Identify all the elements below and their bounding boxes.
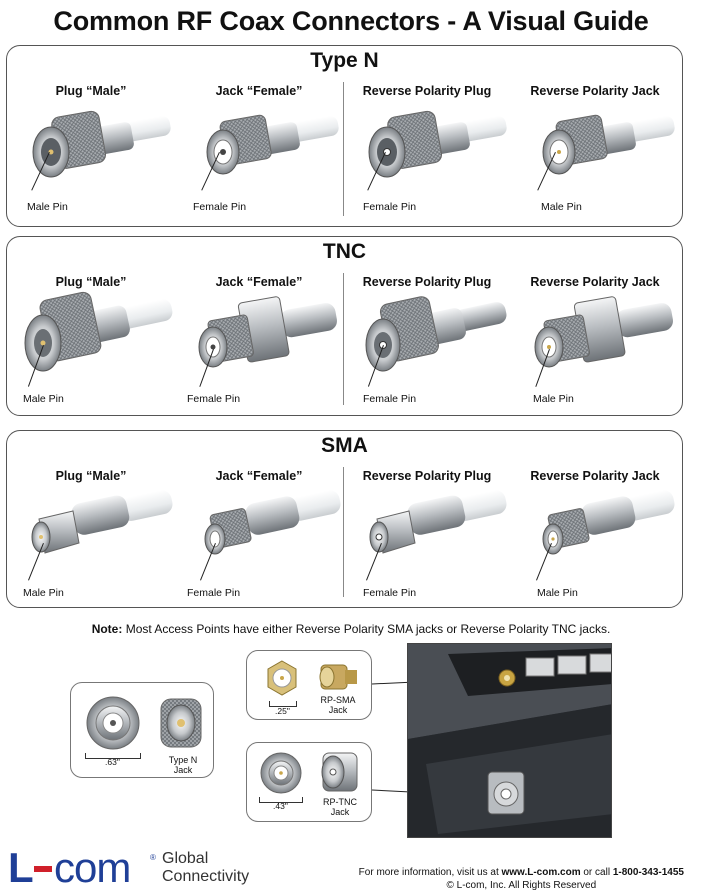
pin-label: Female Pin [187, 393, 241, 405]
connector-heading: Reverse Polarity Jack [530, 469, 660, 483]
connector-heading: Reverse Polarity Plug [362, 469, 492, 483]
svg-text:®: ® [150, 853, 156, 862]
connector-heading: Reverse Polarity Plug [362, 84, 492, 98]
connector-heading: Jack “Female” [215, 84, 303, 98]
connector-heading: Plug “Male” [55, 275, 127, 289]
connector-heading: Jack “Female” [215, 469, 303, 483]
pin-label: Female Pin [193, 201, 247, 213]
callout-caption-line: RP-TNC [323, 797, 357, 807]
section-title: TNC [322, 240, 367, 263]
callout-caption-line: Jack [330, 807, 350, 817]
dimension-label: .43" [273, 801, 288, 811]
section-title: Type N [310, 49, 379, 72]
callout-caption-line: Type N [168, 755, 198, 765]
pin-label: Male Pin [27, 201, 68, 213]
connector-heading: Jack “Female” [215, 275, 303, 289]
connector-heading: Plug “Male” [55, 84, 127, 98]
svg-text:L: L [8, 846, 33, 890]
copyright: © L-com, Inc. All Rights Reserved [446, 880, 597, 891]
tagline-line: Global [162, 850, 209, 867]
callout-caption-line: Jack [328, 705, 348, 715]
connector-heading: Reverse Polarity Plug [362, 275, 492, 289]
note-text: Most Access Points have either Reverse Polarity SMA jacks or Reverse Polarity TNC jacks. [122, 622, 611, 636]
contact-info [359, 866, 684, 891]
dimension-label: .25" [275, 706, 290, 716]
callout-caption-line: Jack [173, 765, 193, 775]
pin-label: Male Pin [541, 201, 582, 213]
contact-mid: or call [580, 867, 613, 878]
tagline-line: Connectivity [162, 868, 250, 885]
phone-number: 1-800-343-1455 [612, 867, 684, 878]
contact-prefix: For more information, visit us at [358, 867, 502, 878]
pin-label: Male Pin [23, 393, 64, 405]
pin-label: Male Pin [533, 393, 574, 405]
tagline [162, 850, 249, 886]
pin-label: Male Pin [23, 587, 64, 599]
callout-caption-line: RP-SMA [320, 695, 356, 705]
note-label: Note: [91, 622, 123, 636]
connector-heading: Plug “Male” [55, 469, 127, 483]
section-title: SMA [321, 434, 368, 457]
page-title: Common RF Coax Connectors - A Visual Guide [53, 6, 649, 36]
pin-label: Male Pin [537, 587, 578, 599]
access-point-image [408, 644, 612, 838]
svg-text:com: com [54, 846, 131, 890]
pin-label: Female Pin [363, 393, 417, 405]
contact-line [359, 866, 684, 879]
connector-heading: Reverse Polarity Jack [530, 275, 660, 289]
website-link[interactable]: www.L-com.com [501, 867, 581, 878]
pin-label: Female Pin [187, 587, 241, 599]
dimension-label: .63" [105, 757, 120, 767]
pin-label: Female Pin [363, 201, 417, 213]
l-com-logo [8, 846, 278, 891]
access-point-photo [407, 643, 612, 838]
pin-label: Female Pin [363, 587, 417, 599]
connector-heading: Reverse Polarity Jack [530, 84, 660, 98]
